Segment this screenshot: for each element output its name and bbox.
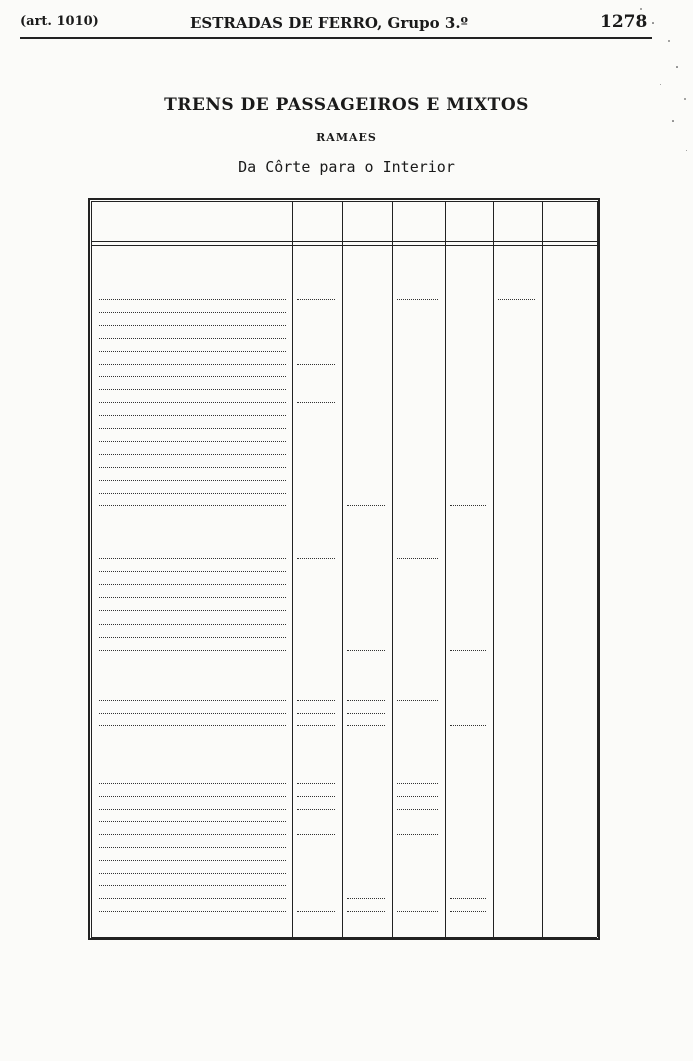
page-title: TRENS DE PASSAGEIROS E MIXTOS (164, 95, 529, 115)
time-cell-empty (297, 558, 335, 559)
table-header-rule-2 (91, 245, 597, 246)
station-leader (99, 415, 286, 416)
station-leader (99, 558, 286, 559)
page-subtitle: RAMAES (316, 131, 377, 144)
table-frame-bottom (88, 938, 600, 940)
station-leader (99, 700, 286, 701)
time-cell-empty (347, 650, 385, 651)
paper-speck (684, 98, 686, 100)
station-leader (99, 637, 286, 638)
time-cell-empty (347, 700, 385, 701)
station-leader (99, 467, 286, 468)
station-leader (99, 505, 286, 506)
station-leader (99, 847, 286, 848)
time-cell-empty (347, 911, 385, 912)
time-cell-empty (297, 809, 335, 810)
table-column-rule (292, 201, 293, 937)
time-cell-empty (450, 505, 486, 506)
station-leader (99, 713, 286, 714)
header-running-title: ESTRADAS DE FERRO, Grupo 3.º (190, 14, 469, 32)
station-leader (99, 312, 286, 313)
table-inner-right (597, 201, 598, 937)
paper-speck (652, 22, 654, 24)
table-header-rule (91, 241, 597, 242)
paper-speck (672, 120, 674, 122)
time-cell-empty (297, 911, 335, 912)
station-leader (99, 885, 286, 886)
station-leader (99, 376, 286, 377)
table-column-rule (342, 201, 343, 937)
station-leader (99, 402, 286, 403)
time-cell-empty (297, 299, 335, 300)
time-cell-empty (450, 898, 486, 899)
table-column-rule (392, 201, 393, 937)
time-cell-empty (297, 402, 335, 403)
time-cell-empty (397, 299, 438, 300)
station-leader (99, 428, 286, 429)
time-cell-empty (297, 713, 335, 714)
station-leader (99, 834, 286, 835)
station-leader (99, 873, 286, 874)
paper-speck (676, 66, 678, 68)
station-leader (99, 571, 286, 572)
table-frame-right (598, 198, 600, 940)
time-cell-empty (397, 834, 438, 835)
station-leader (99, 725, 286, 726)
table-column-rule (445, 201, 446, 937)
time-cell-empty (397, 809, 438, 810)
header-article-ref: (art. 1010) (20, 14, 99, 29)
time-cell-empty (297, 796, 335, 797)
station-leader (99, 454, 286, 455)
station-leader (99, 338, 286, 339)
station-leader (99, 351, 286, 352)
time-cell-empty (297, 834, 335, 835)
station-leader (99, 898, 286, 899)
station-leader (99, 441, 286, 442)
station-leader (99, 624, 286, 625)
table-inner-top (91, 201, 597, 202)
station-leader (99, 325, 286, 326)
time-cell-empty (347, 505, 385, 506)
station-leader (99, 796, 286, 797)
table-inner-bottom (91, 937, 597, 938)
time-cell-empty (397, 911, 438, 912)
paper-speck (686, 150, 687, 151)
paper-speck (660, 84, 661, 85)
station-leader (99, 821, 286, 822)
table-frame-top (88, 198, 600, 200)
station-leader (99, 597, 286, 598)
time-cell-empty (397, 796, 438, 797)
table-frame-left (88, 198, 90, 940)
table-column-rule (493, 201, 494, 937)
station-leader (99, 584, 286, 585)
time-cell-empty (297, 700, 335, 701)
station-leader (99, 783, 286, 784)
station-leader (99, 860, 286, 861)
table-column-rule (542, 201, 543, 937)
time-cell-empty (450, 911, 486, 912)
header-page-number: 1278 (600, 12, 648, 32)
station-leader (99, 480, 286, 481)
time-cell-empty (297, 364, 335, 365)
paper-speck (640, 8, 642, 10)
station-leader (99, 610, 286, 611)
time-cell-empty (297, 783, 335, 784)
table-inner-left (91, 201, 92, 937)
station-leader (99, 299, 286, 300)
station-leader (99, 493, 286, 494)
station-leader (99, 650, 286, 651)
time-cell-empty (397, 783, 438, 784)
time-cell-empty (397, 558, 438, 559)
time-cell-empty (347, 725, 385, 726)
station-leader (99, 911, 286, 912)
direction-heading: Da Côrte para o Interior (238, 158, 455, 176)
time-cell-empty (347, 898, 385, 899)
station-leader (99, 364, 286, 365)
station-leader (99, 389, 286, 390)
time-cell-empty (397, 700, 438, 701)
time-cell-empty (450, 650, 486, 651)
time-cell-empty (297, 725, 335, 726)
station-leader (99, 809, 286, 810)
time-cell-empty (347, 713, 385, 714)
paper-speck (668, 40, 670, 42)
time-cell-empty (450, 725, 486, 726)
time-cell-empty (498, 299, 535, 300)
